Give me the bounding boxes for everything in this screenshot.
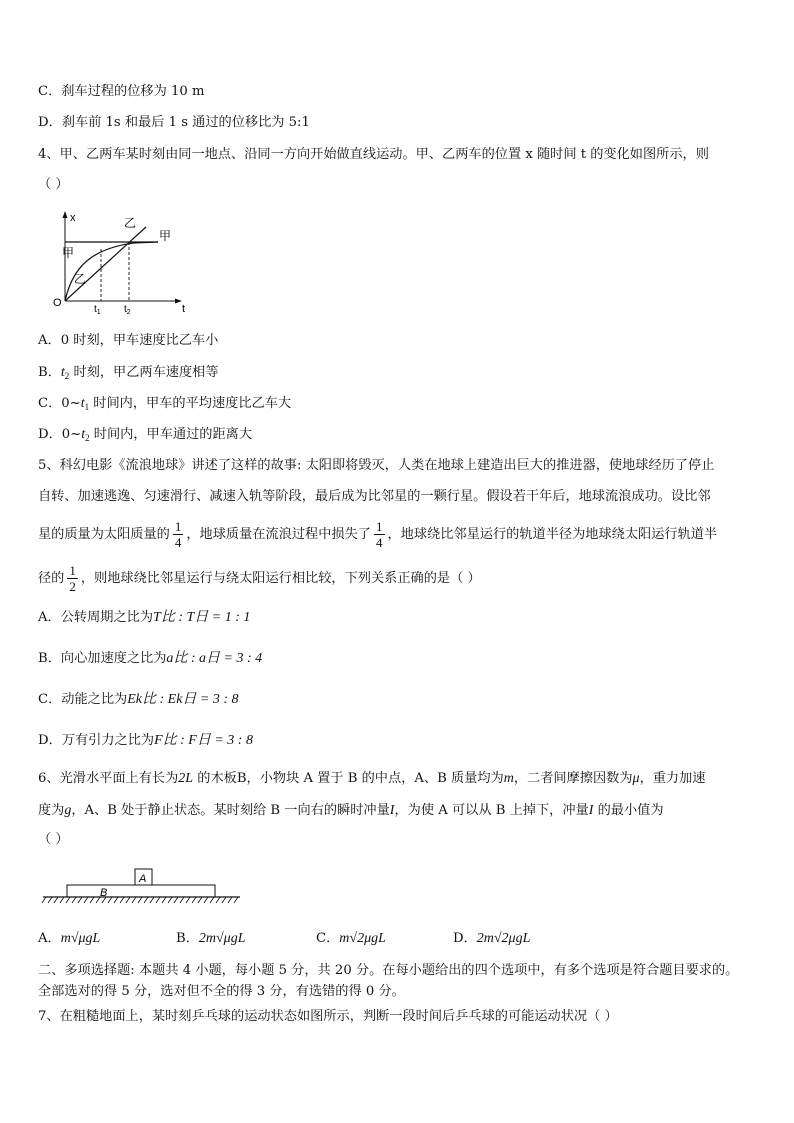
t-axis-arrow <box>175 299 182 304</box>
q5-line-4: 径的 $\frac{1}{2}$ ，则地球绕比邻星运行与绕太阳运行相比较，下列关系正确的是（ ） <box>38 563 481 594</box>
label-yi-top: 乙 <box>124 216 137 230</box>
label-jia-right: 甲 <box>159 229 172 243</box>
q6-answer-paren: （ ） <box>38 832 69 847</box>
q6-option-b: B．2m√μgL <box>176 931 246 946</box>
q7-stem: 7、在粗糙地面上，某时刻乒乓球的运动状态如图所示，判断一段时间后乒乓球的可能运动状况（ ） <box>38 1009 618 1024</box>
label-o: O <box>53 297 62 309</box>
label-x: x <box>70 212 76 224</box>
x-axis-arrow <box>63 211 68 218</box>
q6-line-2: 度为g，A、B 处于静止状态。某时刻给 B 一向右的瞬时冲量I，为使 A 可以从 B 上掉下，冲量I 的最小值为 <box>38 803 664 818</box>
section-2-heading-line-1: 二、多项选择题: 本题共 4 小题，每小题 5 分，共 20 分。在每小题给出的四个选项中，有多个选项是符合题目要求的。 <box>38 963 739 978</box>
fraction-one-quarter-2: $\frac{1}{4}$ <box>376 519 383 550</box>
block-a-label: A <box>139 873 147 885</box>
q6-block-diagram <box>40 866 245 906</box>
label-jia-left: 甲 <box>62 246 75 260</box>
q4-option-d: D．$0\sim t_2$ 时间内，甲车通过的距离大 <box>38 427 253 443</box>
q4-answer-paren: （ ） <box>38 177 69 192</box>
label-t2: $t_2$ <box>124 304 131 316</box>
ground-hatch <box>42 897 238 903</box>
board-b-label: B <box>100 887 108 899</box>
q6-option-d: D．2m√2μgL <box>453 931 531 946</box>
q6-option-c: C．m√2μgL <box>316 931 386 946</box>
label-t: t <box>182 303 186 315</box>
section-2-heading-line-2: 全部选对的得 5 分，选对但不全的得 3 分，有选错的得 0 分。 <box>38 984 405 999</box>
q5-option-a: A．公转周期之比为T比 : T日 = 1 : 1 <box>38 610 251 625</box>
q6-option-a: A．m√μgL <box>38 931 101 946</box>
fraction-one-quarter: $\frac{1}{4}$ <box>174 519 182 550</box>
straight-line <box>65 227 146 301</box>
q4-option-c: C．$0\sim t_1$ 时间内，甲车的平均速度比乙车大 <box>38 396 292 412</box>
q4-stem: 4、甲、乙两车某时刻由同一地点、沿同一方向开始做直线运动。甲、乙两车的位置 x 随时间 t 的变化如图所示，则 <box>38 147 709 162</box>
q5-line-1: 5、科幻电影《流浪地球》讲述了这样的故事: 太阳即将毁灭，人类在地球上建造出巨大的推进器，使地球经历了停止 <box>38 458 715 473</box>
q4-option-a: A．0 时刻，甲车速度比乙车小 <box>38 333 219 348</box>
board-b <box>67 885 215 897</box>
q5-line-2: 自转、加速逃逸、匀速滑行、减速入轨等阶段，最后成为比邻星的一颗行星。假设若干年后，地球流浪成功。设比邻 <box>38 489 711 504</box>
q4-option-b: B．$t_2$ 时刻，甲乙两车速度相等 <box>38 365 219 381</box>
fraction-one-half: $\frac{1}{2}$ <box>69 563 76 594</box>
label-t1: $t_1$ <box>94 304 101 316</box>
q4-position-time-graph <box>48 205 198 317</box>
q5-option-b: B．向心加速度之比为a比 : a日 = 3 : 4 <box>38 651 263 666</box>
q6-line-1: 6、光滑水平面上有长为2L 的木板B，小物块 A 置于 B 的中点，A、B 质量均为m，二者间摩擦因数为μ，重力加速 <box>38 771 706 786</box>
q5-option-c: C．动能之比为Ek比 : Ek日 = 3 : 8 <box>38 692 239 707</box>
q5-line-3: 星的质量为太阳质量的 $\frac{1}{4}$ ，地球质量在流浪过程中损失了 $\frac{1}{4}$ ，地球绕比邻星运行的轨道半径为地球绕太阳运行轨道半 <box>38 519 718 550</box>
q3-option-c: C．刹车过程的位移为 10 m <box>38 84 205 99</box>
q3-option-d: D．刹车前 1s 和最后 1 s 通过的位移比为 5:1 <box>38 115 310 130</box>
q5-option-d: D．万有引力之比为F比 : F日 = 3 : 8 <box>38 733 253 748</box>
label-yi-curve: 乙 <box>74 272 87 286</box>
